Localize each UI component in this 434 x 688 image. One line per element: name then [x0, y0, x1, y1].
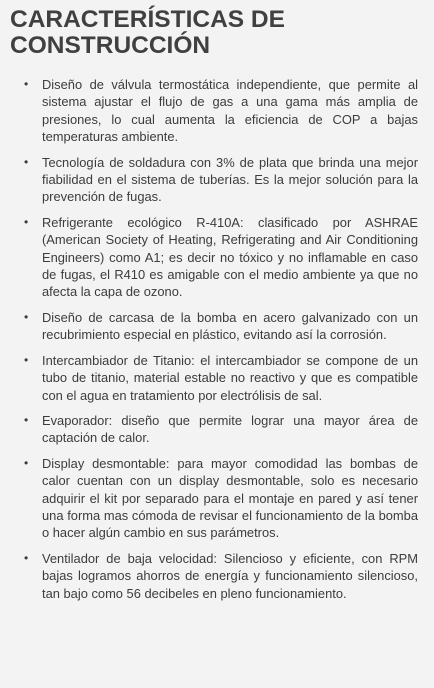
feature-item	[10, 412, 418, 447]
feature-text: Tecnología de soldadura con 3% de plata que brinda una mejor fiabilidad en el sistema de tuberías. Es la mejor solución para la prevención de fugas.	[42, 154, 418, 205]
feature-item	[10, 154, 418, 206]
bullet-icon: •	[24, 77, 29, 91]
title-line-1: CARACTERÍSTICAS DE	[10, 6, 285, 33]
feature-item	[10, 309, 418, 344]
feature-text: Diseño de válvula termostática independiente, que permite al sistema ajustar el flujo de gas a una gama más amplia de presiones, lo cual aumenta la eficiencia de COP a bajas temperaturas ambiente.	[42, 77, 418, 145]
features-list	[10, 76, 418, 602]
bullet-icon: •	[24, 352, 29, 367]
feature-item	[10, 352, 418, 404]
bullet-icon: •	[24, 550, 29, 565]
bullet-icon: •	[24, 154, 29, 169]
bullet-icon: •	[24, 214, 29, 229]
feature-text: Diseño de carcasa de la bomba en acero galvanizado con un recubrimiento especial en plástico, evitando así la corrosión.	[42, 309, 418, 343]
feature-text: Ventilador de baja velocidad: Silencioso y eficiente, con RPM bajas logramos ahorros de energía y funcionamiento silencioso, tan bajo como 56 decibeles en pleno funcionamiento.	[42, 550, 418, 601]
feature-item	[10, 455, 418, 542]
feature-text: Display desmontable: para mayor comodidad las bombas de calor cuentan con un display desmontable, solo es necesario adquirir el kit por separado para el montaje en pared y así tener una forma mas cómoda de revisar el funcionamiento de la bomba o hacer algún cambio en sus parámetros.	[42, 455, 418, 541]
title-line-2: CONSTRUCCIÓN	[10, 32, 211, 59]
feature-item	[10, 550, 418, 602]
feature-text: Refrigerante ecológico R-410A: clasificado por ASHRAE (American Society of Heating, Refrigerating and Air Conditioning Engineers) como A1; es decir no tóxico y no inflamable en caso de fugas, el R410 es amigable con el medio ambiente ya que no afecta la capa de ozono.	[42, 214, 418, 300]
bullet-icon: •	[24, 455, 29, 470]
bullet-icon: •	[24, 412, 29, 427]
page-title	[10, 7, 418, 59]
feature-item	[10, 214, 418, 301]
feature-text: Evaporador: diseño que permite lograr una mayor área de captación de calor.	[42, 412, 418, 446]
feature-text: Intercambiador de Titanio: el intercambiador se compone de un tubo de titanio, material estable no reactivo y que es compatible con el agua en tratamiento por electrólisis de sal.	[42, 352, 418, 403]
feature-item	[10, 76, 418, 146]
bullet-icon: •	[24, 309, 29, 324]
